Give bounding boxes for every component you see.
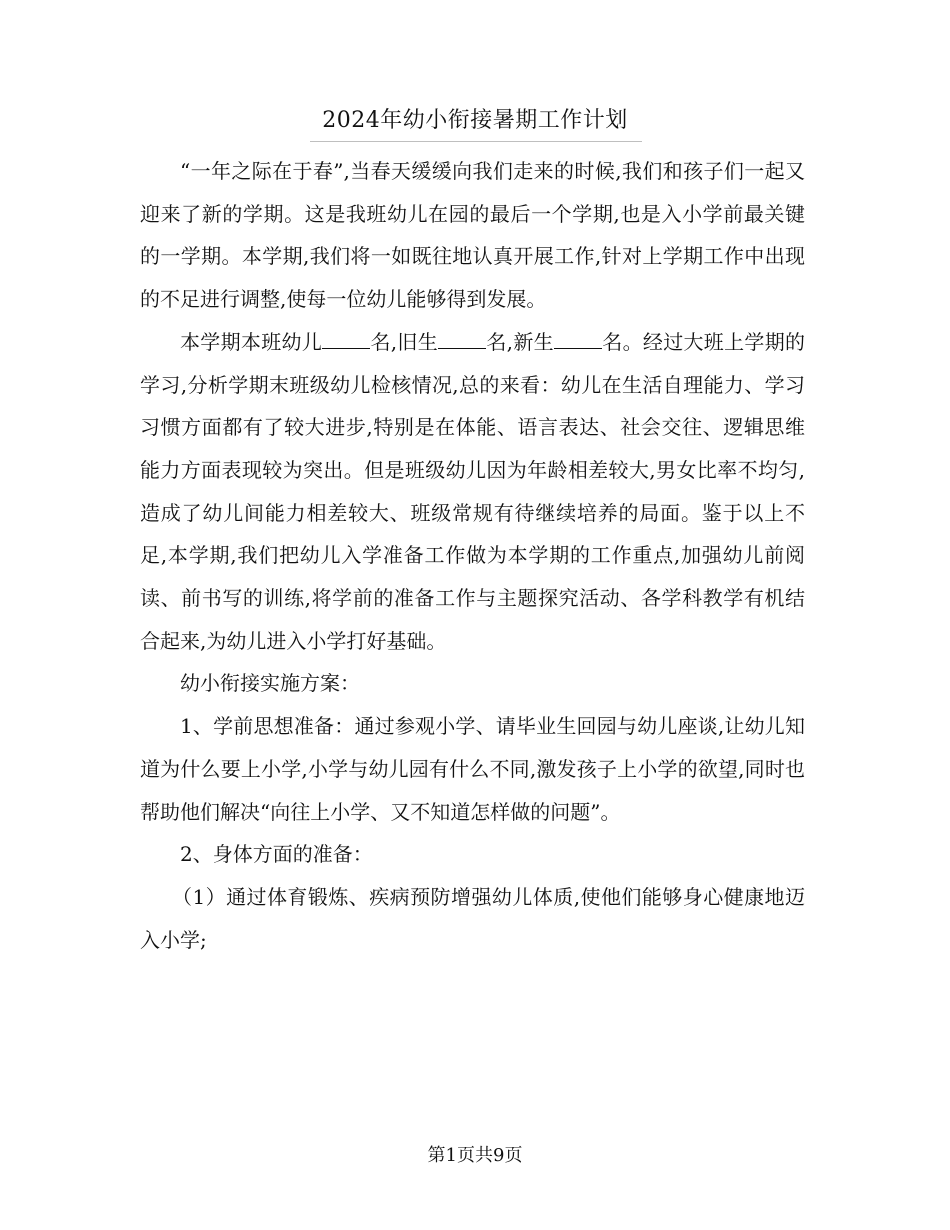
paragraph-text: 名,旧生 [370, 329, 439, 354]
paragraph-item-2-1: （1）通过体育锻炼、疾病预防增强幼儿体质,使他们能够身心健康地迈入小学; [140, 884, 805, 952]
paragraph-intro: “一年之际在于春”,当春天缓缓向我们走来的时候,我们和孩子们一起又迎来了新的学期。这是我班幼儿在园的最后一个学期,也是入小学前最关键的一学期。本学期,我们将一如既往地认真开展工作,针对上学期工作中出现的不足进行调整,使每一位幼儿能够得到发展。 [140, 159, 805, 312]
paragraph-class-overview [140, 321, 805, 663]
paragraph-text: 本学期本班幼儿 [180, 329, 323, 354]
document-title: 2024年幼小衔接暑期工作计划 [322, 108, 628, 133]
paragraph-text: 名。经过大班上学期的学习,分析学期末班级幼儿检核情况,总的来看：幼儿在生活自理能力、学习习惯方面都有了较大进步,特别是在体能、语言表达、社会交往、逻辑思维能力方面表现较为突出。但是班级幼儿因为年龄相差较大,男女比率不均匀,造成了幼儿间能力相差较大、班级常规有待继续培养的局面。鉴于以上不足,本学期,我们把幼儿入学准备工作做为本学期的工作重点,加强幼儿前阅读、前书写的训练,将学前的准备工作与主题探究活动、各学科教学有机结合起来,为幼儿进入小学打好基础。 [140, 329, 806, 653]
paragraph-text: 名,新生 [486, 329, 554, 354]
paragraph-item-1: 1、学前思想准备：通过参观小学、请毕业生回园与幼儿座谈,让幼儿知道为什么要上小学,小学与幼儿园有什么不同,激发孩子上小学的欲望,同时也帮助他们解决“向往上小学、又不知道怎样做的问题”。 [140, 714, 805, 824]
fill-in-blank [554, 330, 602, 349]
page-footer: 第1页共9页 [427, 1145, 523, 1166]
paragraph-item-2: 2、身体方面的准备： [180, 842, 373, 867]
fill-in-blank [322, 330, 370, 349]
paragraph-plan-heading: 幼小衔接实施方案： [180, 671, 360, 696]
title-underline [310, 141, 642, 142]
fill-in-blank [438, 330, 486, 349]
document-body [140, 150, 805, 961]
